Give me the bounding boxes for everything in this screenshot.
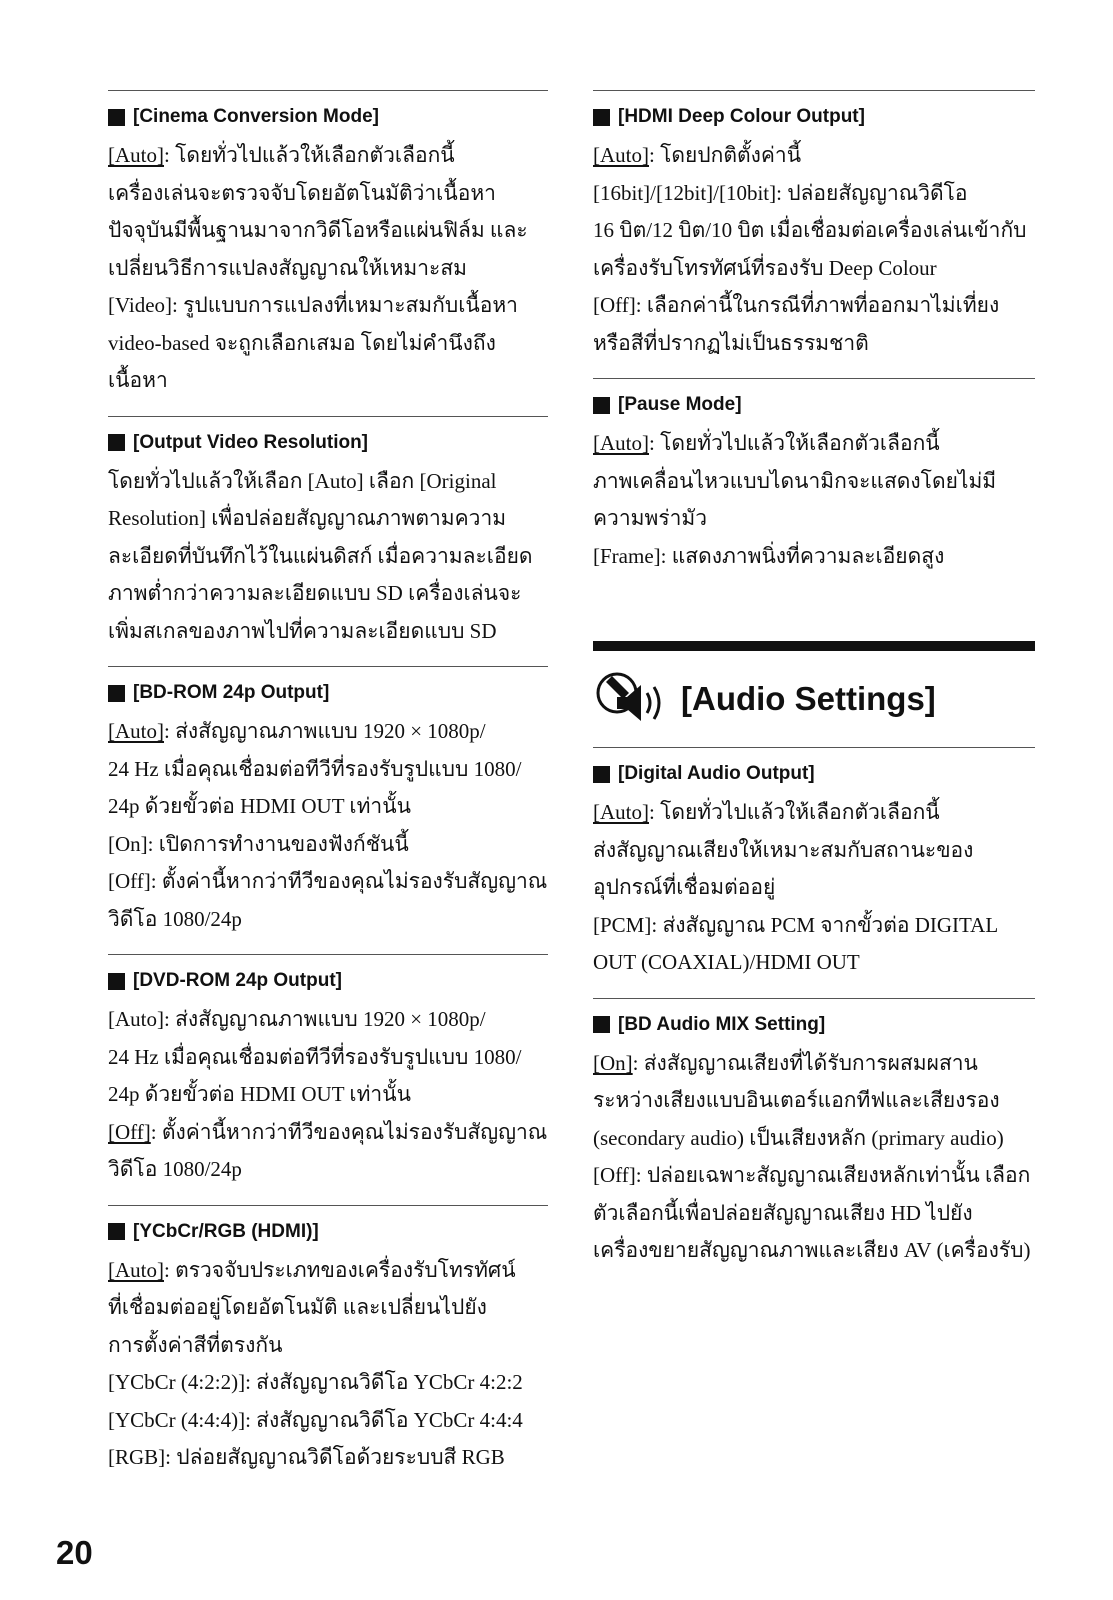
option-description — [108, 287, 548, 400]
square-bullet-icon — [108, 685, 125, 702]
section-ycbcr-rgb-hdmi — [108, 1205, 548, 1477]
text-line — [593, 137, 1035, 175]
option-name: [RGB] — [108, 1445, 166, 1469]
section-title-text: [Cinema Conversion Mode] — [133, 106, 379, 127]
option-name: [Auto] — [108, 1257, 164, 1282]
option-name: [Auto] — [108, 1007, 164, 1031]
option-name: [Auto] — [593, 800, 649, 824]
option-name: [On] — [593, 1050, 633, 1075]
line-text: : ปล่อยสัญญาณวิดีโอด้วยระบบสี RGB — [165, 1445, 505, 1469]
section-output-video-resolution — [108, 416, 548, 651]
line-text: เปลี่ยนวิธีการแปลงสัญญาณให้เหมาะสม — [108, 255, 467, 280]
text-line — [593, 869, 1035, 907]
square-bullet-icon — [108, 1223, 125, 1240]
option-description — [108, 713, 548, 826]
line-text: อุปกรณ์ที่เชื่อมต่ออยู่ — [593, 875, 776, 899]
option-name: [PCM] — [593, 912, 652, 937]
text-line — [108, 1364, 548, 1402]
option-description — [108, 1252, 548, 1365]
text-line — [593, 325, 1035, 363]
text-line — [108, 362, 548, 400]
option-name: [Off] — [108, 1119, 151, 1144]
section-dvd-rom-24p-output — [108, 954, 548, 1189]
text-line — [108, 1289, 548, 1327]
section-title-text: [HDMI Deep Colour Output] — [618, 106, 865, 127]
option-name: [YCbCr (4:4:4)] — [108, 1407, 246, 1432]
square-bullet-icon — [593, 109, 610, 126]
section-title — [108, 681, 548, 705]
text-line — [108, 212, 548, 250]
option-description — [593, 175, 1035, 288]
section-bd-audio-mix-setting — [593, 998, 1035, 1270]
text-line — [108, 1151, 548, 1189]
option-description — [108, 863, 548, 938]
page-number: 20 — [56, 1534, 93, 1571]
line-text: : โดยทั่วไปแล้วให้เลือกตัวเลือกนี้ — [649, 431, 940, 455]
option-name: [Auto] — [593, 431, 649, 455]
section-title — [593, 393, 1035, 417]
option-description — [108, 1114, 548, 1189]
heading-rule — [593, 641, 1035, 651]
square-bullet-icon — [108, 109, 125, 126]
text-line — [593, 832, 1035, 870]
section-hdmi-deep-colour-output — [593, 90, 1035, 362]
line-text: ความพร่ามัว — [593, 506, 708, 530]
option-description — [593, 1045, 1035, 1158]
text-line — [593, 1195, 1035, 1233]
option-description — [593, 1157, 1035, 1270]
section-title — [108, 1220, 548, 1244]
line-text: : ตั้งค่านี้หากว่าทีวีของคุณไม่รองรับสัญญาณ — [150, 869, 548, 893]
section-title-text: [Output Video Resolution] — [133, 431, 369, 453]
audio-settings-icon — [593, 667, 669, 731]
line-text: การตั้งค่าสีที่ตรงกัน — [108, 1332, 283, 1357]
line-text: : ส่งสัญญาณเสียงที่ได้รับการผสมผสาน — [632, 1050, 978, 1075]
text-line — [108, 1402, 548, 1440]
section-title-text: [BD Audio MIX Setting] — [618, 1013, 826, 1035]
section-title — [593, 105, 1035, 129]
option-description — [108, 1402, 548, 1440]
text-line — [108, 788, 548, 826]
text-line — [593, 425, 1035, 463]
text-line — [593, 212, 1035, 250]
text-line — [108, 1114, 548, 1152]
text-line — [108, 500, 548, 538]
line-text: : ตรวจจับประเภทของเครื่องรับโทรทัศน์ — [164, 1257, 516, 1282]
section-title — [593, 762, 1035, 786]
line-text: video-based จะถูกเลือกเสมอ โดยไม่คำนึงถึง — [108, 330, 496, 355]
option-name: [Auto] — [108, 143, 164, 167]
text-line — [108, 1439, 548, 1477]
option-name: [Frame] — [593, 543, 661, 568]
text-line — [108, 751, 548, 789]
line-text: : เลือกค่านี้ในกรณีที่ภาพที่ออกมาไม่เที่ยง — [635, 293, 1000, 317]
line-text: 24p ด้วยขั้วต่อ HDMI OUT เท่านั้น — [108, 1082, 411, 1106]
line-text: (secondary audio) เป็นเสียงหลัก (primary audio) — [593, 1125, 1004, 1150]
text-line — [108, 1327, 548, 1365]
section-digital-audio-output — [593, 747, 1035, 982]
line-text: วิดีโอ 1080/24p — [108, 906, 242, 931]
line-text: : รูปแบบการแปลงที่เหมาะสมกับเนื้อหา — [172, 293, 518, 317]
text-line — [108, 1076, 548, 1114]
option-description — [108, 1001, 548, 1114]
line-text: ตัวเลือกนี้เพื่อปล่อยสัญญาณเสียง HD ไปยัง — [593, 1200, 973, 1225]
video-settings-continued — [593, 90, 1035, 575]
section-cinema-conversion-mode — [108, 90, 548, 400]
section-pause-mode — [593, 378, 1035, 575]
option-description — [593, 287, 1035, 362]
text-line — [108, 713, 548, 751]
audio-settings-sections — [593, 747, 1035, 1270]
option-name: [Auto] — [108, 719, 164, 743]
line-text: : ส่งสัญญาณ PCM จากขั้วต่อ DIGITAL — [651, 912, 999, 937]
option-name: [Off] — [593, 293, 636, 317]
text-line — [108, 175, 548, 213]
text-line — [108, 575, 548, 613]
section-title-text: [YCbCr/RGB (HDMI)] — [133, 1220, 319, 1242]
line-text: ปัจจุบันมีพื้นฐานมาจากวิดีโอหรือแผ่นฟิล์ม และ — [108, 218, 528, 242]
text-line — [108, 1001, 548, 1039]
section-title — [108, 969, 548, 993]
line-text: เนื้อหา — [108, 368, 168, 392]
line-text: ที่เชื่อมต่ออยู่โดยอัตโนมัติ และเปลี่ยนไปยัง — [108, 1295, 487, 1319]
text-line — [108, 325, 548, 363]
option-name: [YCbCr (4:2:2)] — [108, 1370, 246, 1394]
line-text: : เปิดการทำงานของฟังก์ชันนี้ — [147, 831, 409, 856]
line-text: 24p ด้วยขั้วต่อ HDMI OUT เท่านั้น — [108, 794, 411, 818]
line-text: : ส่งสัญญาณภาพแบบ 1920 × 1080p/ — [164, 1007, 486, 1031]
option-name: [16bit]/[12bit]/[10bit] — [593, 180, 777, 205]
text-line — [593, 287, 1035, 325]
option-description — [108, 1439, 548, 1477]
square-bullet-icon — [593, 397, 610, 414]
option-description — [593, 137, 1035, 175]
line-text: : ปล่อยสัญญาณวิดีโอ — [776, 180, 968, 205]
option-description — [593, 794, 1035, 907]
text-line — [593, 794, 1035, 832]
section-bd-rom-24p-output — [108, 666, 548, 938]
text-line — [593, 1232, 1035, 1270]
square-bullet-icon — [108, 973, 125, 990]
section-title-text: [Pause Mode] — [618, 394, 742, 415]
audio-settings-heading — [593, 651, 1035, 747]
text-line — [108, 863, 548, 901]
text-line — [593, 944, 1035, 982]
line-text: : ปล่อยเฉพาะสัญญาณเสียงหลักเท่านั้น เลือก — [635, 1163, 1031, 1187]
option-description — [108, 137, 548, 287]
option-name: [Video] — [108, 293, 173, 317]
text-line — [108, 538, 548, 576]
line-text: Resolution] เพื่อปล่อยสัญญาณภาพตามความ — [108, 506, 507, 530]
line-text: เครื่องรับโทรทัศน์ที่รองรับ Deep Colour — [593, 255, 937, 280]
section-title — [108, 105, 548, 129]
option-description — [108, 1364, 548, 1402]
text-line — [593, 1045, 1035, 1083]
line-text: OUT (COAXIAL)/HDMI OUT — [593, 950, 860, 974]
line-text: เครื่องขยายสัญญาณภาพและเสียง AV (เครื่องรับ) — [593, 1238, 1031, 1262]
option-description — [593, 538, 1035, 576]
text-line — [593, 463, 1035, 501]
line-text: : ส่งสัญญาณวิดีโอ YCbCr 4:2:2 — [245, 1370, 523, 1394]
section-title — [593, 1013, 1035, 1037]
option-name: [Auto] — [593, 143, 649, 167]
left-column — [108, 90, 548, 1493]
line-text: : แสดงภาพนิ่งที่ความละเอียดสูง — [660, 543, 945, 568]
line-text: ละเอียดที่บันทึกไว้ในแผ่นดิสก์ เมื่อความละเอียด — [108, 543, 533, 568]
square-bullet-icon — [108, 434, 125, 451]
line-text: วิดีโอ 1080/24p — [108, 1157, 242, 1181]
option-name: [Off] — [593, 1163, 636, 1187]
line-text: เครื่องเล่นจะตรวจจับโดยอัตโนมัติว่าเนื้อหา — [108, 180, 496, 205]
line-text: : ส่งสัญญาณวิดีโอ YCbCr 4:4:4 — [245, 1407, 523, 1432]
line-text: 24 Hz เมื่อคุณเชื่อมต่อทีวีที่รองรับรูปแบบ 1080/ — [108, 1044, 522, 1069]
text-line — [108, 1252, 548, 1290]
text-line — [108, 901, 548, 939]
audio-settings-title: [Audio Settings] — [681, 680, 936, 717]
text-line — [108, 826, 548, 864]
option-name: [On] — [108, 831, 148, 856]
text-line — [108, 137, 548, 175]
option-description — [108, 826, 548, 864]
line-text: 24 Hz เมื่อคุณเชื่อมต่อทีวีที่รองรับรูปแบบ 1080/ — [108, 756, 522, 781]
line-text: : โดยปกติตั้งค่านี้ — [649, 143, 802, 167]
square-bullet-icon — [593, 1016, 610, 1033]
text-line — [108, 250, 548, 288]
text-line — [593, 1157, 1035, 1195]
line-text: 16 บิต/12 บิต/10 บิต เมื่อเชื่อมต่อเครื่องเล่นเข้ากับ — [593, 218, 1027, 242]
text-line — [593, 907, 1035, 945]
line-text: ภาพเคลื่อนไหวแบบไดนามิกจะแสดงโดยไม่มี — [593, 468, 997, 493]
line-text: : ตั้งค่านี้หากว่าทีวีของคุณไม่รองรับสัญญาณ — [150, 1119, 548, 1144]
line-text: ภาพต่ำกว่าความละเอียดแบบ SD เครื่องเล่นจะ — [108, 581, 522, 605]
text-line — [593, 175, 1035, 213]
line-text: ระหว่างเสียงแบบอินเตอร์แอกทีฟและเสียงรอง — [593, 1088, 1000, 1112]
line-text: : โดยทั่วไปแล้วให้เลือกตัวเลือกนี้ — [649, 800, 940, 824]
line-text: เพิ่มสเกลของภาพไปที่ความละเอียดแบบ SD — [108, 618, 497, 643]
line-text: หรือสีที่ปรากฏไม่เป็นธรรมชาติ — [593, 330, 869, 355]
line-text: : โดยทั่วไปแล้วให้เลือกตัวเลือกนี้ — [164, 143, 455, 167]
text-line — [593, 1082, 1035, 1120]
option-name: [Off] — [108, 869, 151, 893]
text-line — [108, 613, 548, 651]
option-description — [593, 907, 1035, 982]
text-line — [593, 1120, 1035, 1158]
section-title-text: [BD-ROM 24p Output] — [133, 682, 330, 703]
text-line — [108, 1039, 548, 1077]
option-description — [593, 425, 1035, 538]
text-line — [593, 538, 1035, 576]
line-text: : ส่งสัญญาณภาพแบบ 1920 × 1080p/ — [164, 719, 486, 743]
text-line — [108, 287, 548, 325]
line-text: ส่งสัญญาณเสียงให้เหมาะสมกับสถานะของ — [593, 837, 974, 862]
line-text: โดยทั่วไปแล้วให้เลือก [Auto] เลือก [Original — [108, 468, 497, 493]
section-title — [108, 431, 548, 455]
text-line — [593, 250, 1035, 288]
section-title-text: [Digital Audio Output] — [618, 763, 815, 784]
section-title-text: [DVD-ROM 24p Output] — [133, 970, 342, 991]
text-line — [593, 500, 1035, 538]
text-line — [108, 463, 548, 501]
option-description — [108, 463, 548, 651]
square-bullet-icon — [593, 766, 610, 783]
right-column — [593, 90, 1035, 1286]
